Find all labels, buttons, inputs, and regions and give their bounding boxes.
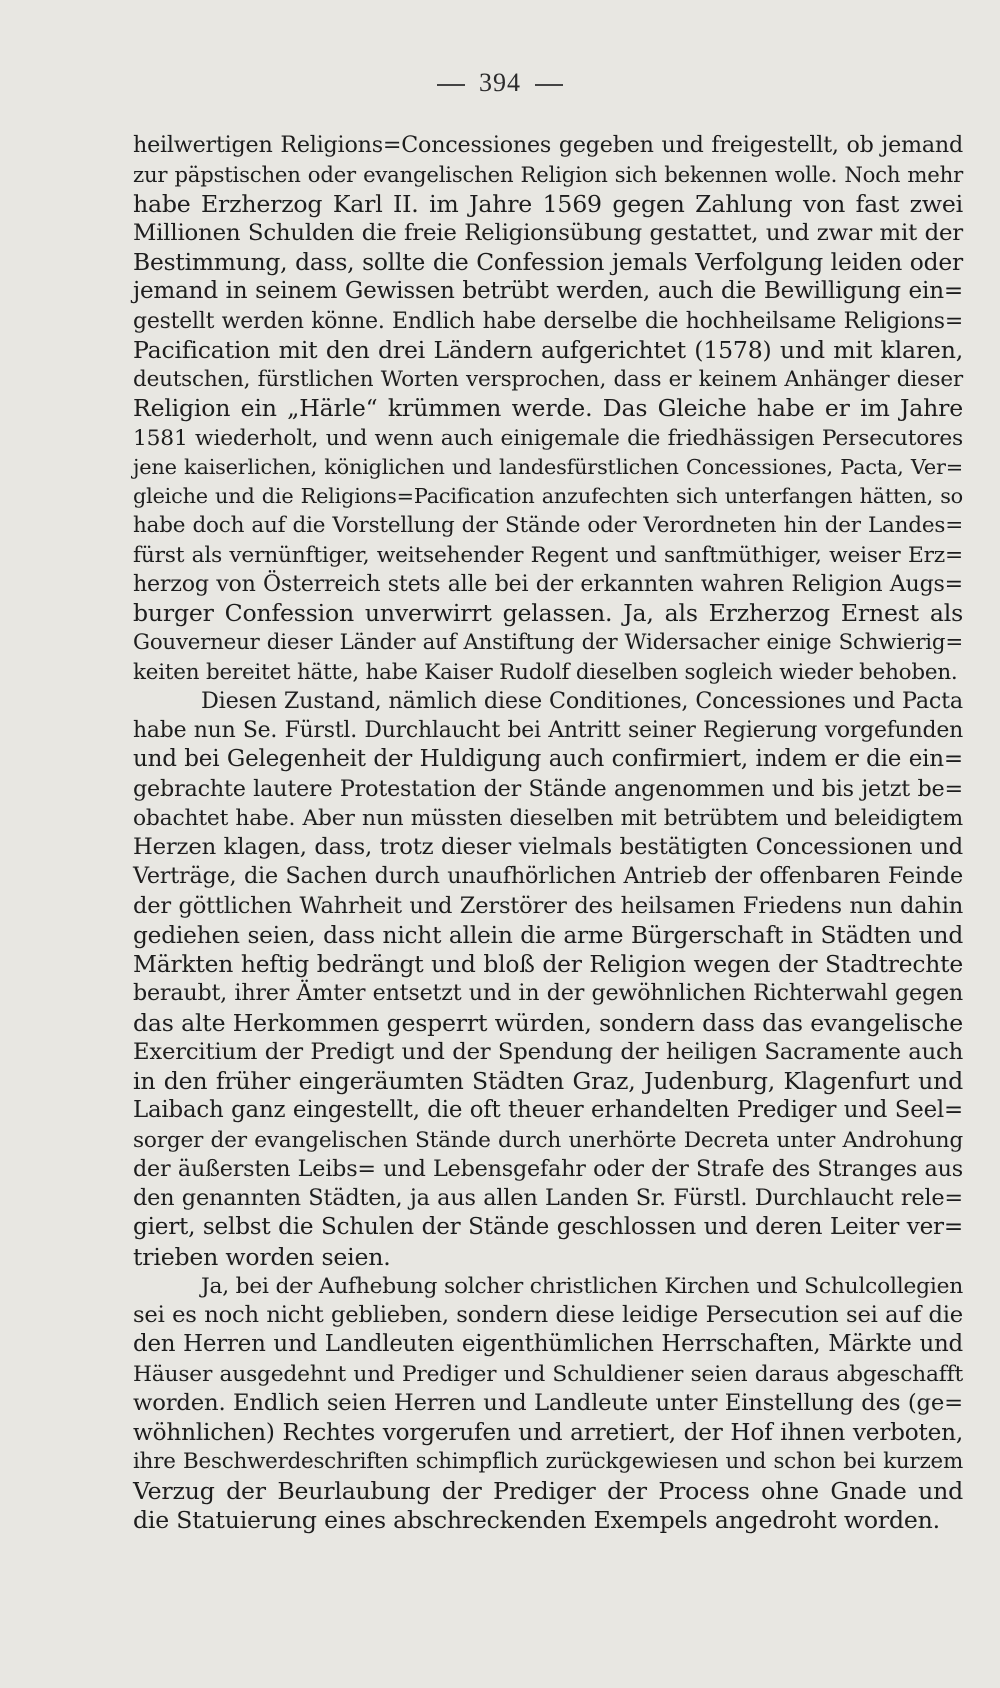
- text-line: habe nun Se. Fürstl. Durchlaucht bei Antritt seiner Regierung vorgefunden: [133, 718, 963, 743]
- header-dash-right: [535, 84, 563, 85]
- text-line: giert, selbst die Schulen der Stände geschlossen und deren Leiter ver=: [133, 1214, 963, 1241]
- text-line: der äußersten Leibs= und Lebensgefahr oder der Strafe des Stranges aus: [133, 1155, 963, 1182]
- text-line: habe doch auf die Vorstellung der Stände oder Verordneten hin der Landes=: [133, 513, 963, 539]
- text-line: burger Confession unverwirrt gelassen. Ja, als Erzherzog Ernest als: [133, 599, 963, 627]
- paragraph: [133, 1272, 963, 1535]
- text-line: beraubt, ihrer Ämter entsetzt und in der gewöhnlichen Richterwahl gegen: [133, 980, 963, 1007]
- text-line: Verträge, die Sachen durch unaufhörlichen Antrieb der offenbaren Feinde: [133, 863, 963, 890]
- text-line: obachtet habe. Aber nun müssten dieselben mit betrübtem und beleidigtem: [133, 805, 963, 831]
- text-line: 1581 wiederholt, und wenn auch einigemale die friedhässigen Persecutores: [133, 425, 963, 451]
- paragraph: [133, 131, 963, 687]
- text-line: das alte Herkommen gesperrt würden, sondern dass das evangelische: [133, 1008, 963, 1037]
- body-text: [133, 131, 963, 1535]
- text-line: und bei Gelegenheit der Huldigung auch confirmiert, indem er die ein=: [133, 746, 963, 773]
- text-line: Diesen Zustand, nämlich diese Conditiones, Concessiones und Pacta: [201, 687, 963, 714]
- text-line: in den früher eingeräumten Städten Graz, Judenburg, Klagenfurt und: [133, 1067, 963, 1095]
- text-line: Religion ein „Härle“ krümmen werde. Das Gleiche habe er im Jahre: [133, 394, 963, 423]
- paragraph: [133, 687, 963, 1272]
- text-line: den genannten Städten, ja aus allen Landen Sr. Fürstl. Durchlaucht rele=: [133, 1185, 963, 1211]
- text-line: deutschen, fürstlichen Worten versprochen, dass er keinem Anhänger dieser: [133, 367, 963, 392]
- text-line: gestellt werden könne. Endlich habe derselbe die hochheilsame Religions=: [133, 308, 963, 334]
- page-header: [0, 68, 1000, 98]
- text-line: Laibach ganz eingestellt, die oft theuer erhandelten Prediger und Seel=: [133, 1097, 963, 1124]
- text-line: gleiche und die Religions=Pacification anzufechten sich unterfangen hätten, so: [133, 484, 963, 508]
- text-line: Gouverneur dieser Länder auf Anstiftung der Widersacher einige Schwierig=: [133, 630, 963, 656]
- text-line: gediehen seien, dass nicht allein die arme Bürgerschaft in Städten und: [133, 921, 963, 949]
- text-line: fürst als vernünftiger, weitsehender Regent und sanftmüthiger, weiser Erz=: [133, 542, 963, 568]
- text-line: herzog von Österreich stets alle bei der erkannten wahren Religion Augs=: [133, 570, 963, 597]
- text-line: sorger der evangelischen Stände durch unerhörte Decreta unter Androhung: [133, 1127, 963, 1153]
- text-line: ihre Beschwerdeschriften schimpflich zurückgewiesen und schon bei kurzem: [133, 1449, 963, 1475]
- text-line: heilwertigen Religions=Concessiones gegeben und freigestellt, ob jemand: [133, 132, 963, 158]
- text-line: Ja, bei der Aufhebung solcher christlichen Kirchen und Schulcollegien: [201, 1273, 964, 1299]
- text-line: habe Erzherzog Karl II. im Jahre 1569 gegen Zahlung von fast zwei: [133, 189, 963, 218]
- text-line: die Statuierung eines abschreckenden Exempels angedroht worden.: [133, 1505, 940, 1534]
- text-line: den Herren und Landleuten eigenthümlichen Herrschaften, Märkte und: [133, 1331, 963, 1358]
- text-line: der göttlichen Wahrheit und Zerstörer des heilsamen Friedens nun dahin: [133, 892, 963, 919]
- text-line: keiten bereitet hätte, habe Kaiser Rudolf dieselben sogleich wieder behoben.: [133, 659, 958, 685]
- text-line: Bestimmung, dass, sollte die Confession jemals Verfolgung leiden oder: [133, 248, 963, 276]
- text-line: Pacification mit den drei Ländern aufgerichtet (1578) und mit klaren,: [133, 335, 963, 364]
- text-line: Häuser ausgedehnt und Prediger und Schuldiener seien daraus abgeschafft: [133, 1361, 963, 1387]
- text-line: gebrachte lautere Protestation der Stände angenommen und bis jetzt be=: [133, 775, 963, 802]
- text-line: Exercitium der Predigt und der Spendung der heiligen Sacramente auch: [133, 1038, 963, 1065]
- text-line: wöhnlichen) Rechtes vorgerufen und arretiert, der Hof ihnen verboten,: [133, 1419, 963, 1446]
- text-line: Herzen klagen, dass, trotz dieser vielmals bestätigten Concessionen und: [133, 834, 963, 860]
- text-line: zur päpstischen oder evangelischen Religion sich bekennen wolle. Noch mehr: [133, 162, 963, 188]
- text-line: Millionen Schulden die freie Religionsübung gestattet, und zwar mit der: [133, 219, 963, 246]
- text-line: worden. Endlich seien Herren und Landleute unter Einstellung des (ge=: [133, 1389, 963, 1416]
- text-line: Märkten heftig bedrängt und bloß der Religion wegen der Stadtrechte: [133, 950, 963, 978]
- text-line: jene kaiserlichen, königlichen und landesfürstlichen Concessiones, Pacta, Ver=: [133, 454, 963, 479]
- text-line: Verzug der Beurlaubung der Prediger der Process ohne Gnade und: [133, 1476, 963, 1505]
- text-line: jemand in seinem Gewissen betrübt werden, auch die Bewilligung ein=: [133, 278, 963, 305]
- text-line: sei es noch nicht geblieben, sondern diese leidige Persecution sei auf die: [133, 1302, 963, 1328]
- text-line: trieben worden seien.: [133, 1242, 391, 1271]
- page-number: 394: [479, 68, 521, 97]
- header-dash-left: [437, 84, 465, 85]
